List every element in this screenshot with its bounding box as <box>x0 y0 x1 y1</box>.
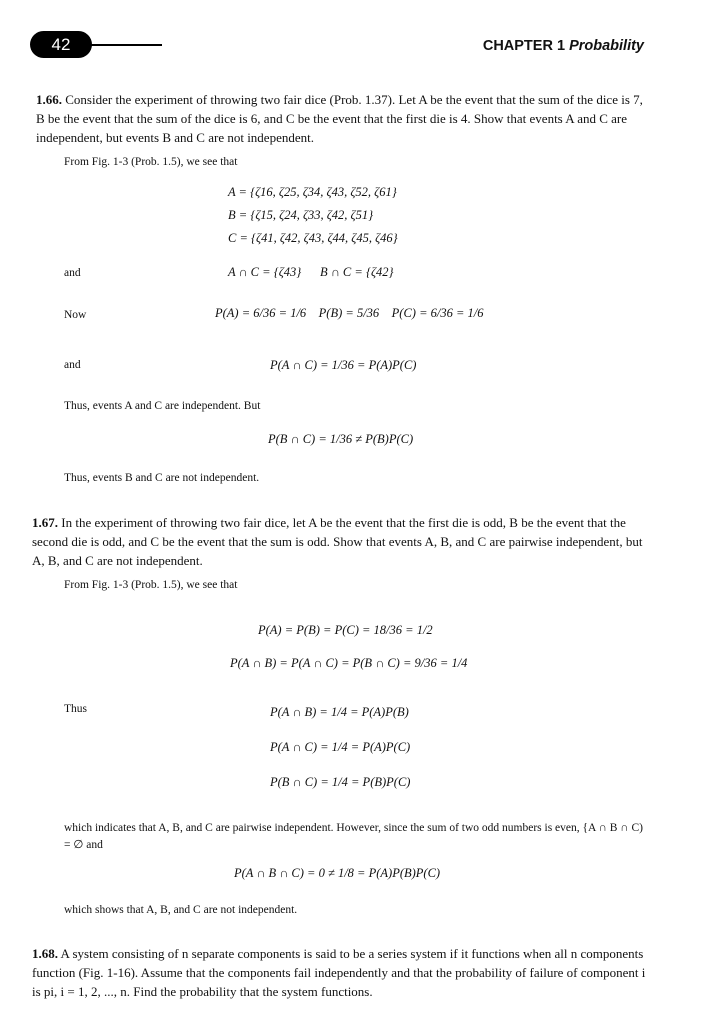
solution-intro: From Fig. 1-3 (Prob. 1.5), we see that <box>64 156 238 168</box>
problem-statement: Consider the experiment of throwing two fair dice (Prob. 1.37). Let A be the event that the sum of the dice is 7, B be the event that the sum of the dice is 6, and C be the event that the first die is 4. Show that events A and C are independent, but events B and C are not independent. <box>36 92 643 145</box>
problem-1-68 <box>32 944 646 1001</box>
equation-pabc: P(A ∩ B ∩ C) = 0 ≠ 1/8 = P(A)P(B)P(C) <box>234 866 441 880</box>
problem-number: 1.66. <box>36 92 62 107</box>
problem-statement: A system consisting of n separate components is said to be a series system if it functions when all n components function (Fig. 1-16). Assume that the components fail independently and that the probability of failure of component i is pi, i = 1, 2, ..., n. Find the probability that the system functions. <box>32 946 646 999</box>
conclusion-text: Thus, events B and C are not independent. <box>64 472 260 484</box>
equation-pbc: P(B ∩ C) = 1/36 ≠ P(B)P(C) <box>268 432 414 446</box>
equation-pairwise: P(A ∩ B) = P(A ∩ C) = P(B ∩ C) = 9/36 = 1/4 <box>230 656 468 670</box>
problem-number: 1.67. <box>32 515 58 530</box>
thus-label: Thus <box>64 703 87 715</box>
now-label: Now <box>64 309 87 321</box>
and-label: and <box>64 267 81 279</box>
problem-1-66 <box>36 90 646 147</box>
chapter-header <box>483 38 644 54</box>
equation-intersections: A ∩ C = {ζ43} B ∩ C = {ζ42} <box>228 265 394 279</box>
equation-pac: P(A ∩ C) = 1/4 = P(A)P(C) <box>270 740 411 754</box>
equation-pbc: P(B ∩ C) = 1/4 = P(B)P(C) <box>270 775 411 789</box>
conclusion-text: which shows that A, B, and C are not independent. <box>64 904 298 916</box>
equation-probabilities: P(A) = 6/36 = 1/6 P(B) = 5/36 P(C) = 6/36 = 1/6 <box>215 306 484 320</box>
solution-intro: From Fig. 1-3 (Prob. 1.5), we see that <box>64 579 238 591</box>
explanation-text: which indicates that A, B, and C are pairwise independent. However, since the sum of two odd numbers is even, {A ∩ B ∩ C) = ∅ and <box>64 822 643 851</box>
equation-set-b: B = {ζ15, ζ24, ζ33, ζ42, ζ51} <box>228 208 374 222</box>
page-number-badge: 42 <box>30 31 92 58</box>
equation-pac: P(A ∩ C) = 1/36 = P(A)P(C) <box>270 358 417 372</box>
problem-1-67 <box>32 513 646 570</box>
problem-number: 1.68. <box>32 946 58 961</box>
and-label: and <box>64 359 81 371</box>
problem-statement: In the experiment of throwing two fair dice, let A be the event that the first die is odd, B be the event that the second die is odd, and C be the event that the sum is odd. Show that events A, B, and C are pairwise independent, but A, B, and C are not independent. <box>32 515 643 568</box>
equation-set-c: C = {ζ41, ζ42, ζ43, ζ44, ζ45, ζ46} <box>228 231 398 245</box>
equation-pab: P(A ∩ B) = 1/4 = P(A)P(B) <box>270 705 409 719</box>
conclusion-text: Thus, events A and C are independent. But <box>64 400 261 412</box>
chapter-label: CHAPTER 1 <box>482 38 566 54</box>
header-rule <box>86 44 162 46</box>
chapter-title: Probability <box>569 38 644 54</box>
equation-set-a: A = {ζ16, ζ25, ζ34, ζ43, ζ52, ζ61} <box>228 185 397 199</box>
equation-marginals: P(A) = P(B) = P(C) = 18/36 = 1/2 <box>258 623 433 637</box>
